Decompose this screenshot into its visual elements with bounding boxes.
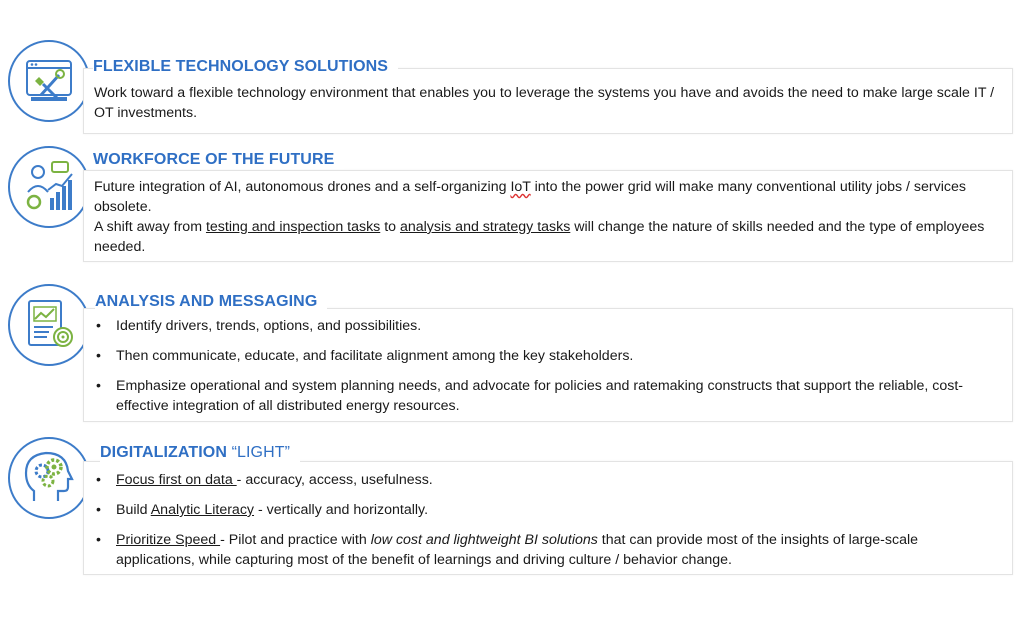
section-box-analysis xyxy=(83,308,1013,422)
section-title-analysis: ANALYSIS AND MESSAGING xyxy=(95,293,327,311)
list-item: • Then communicate, educate, and facilitate alignment among the key stakeholders. xyxy=(90,346,995,366)
section-title-workforce: WORKFORCE OF THE FUTURE xyxy=(93,151,344,169)
list-item: • Focus first on data - accuracy, access, usefulness. xyxy=(90,470,995,490)
section-box-digitalization xyxy=(83,461,1013,575)
head-gears-icon xyxy=(8,437,90,519)
list-item: • Build Analytic Literacy - vertically and horizontally. xyxy=(90,500,995,520)
list-item: • Prioritize Speed - Pilot and practice with low cost and lightweight BI solutions that can provide most of the insights of large-scale applications, while capturing most of the benefit of learnings and driving culture / behavior change. xyxy=(90,530,995,570)
section-title-flexible: FLEXIBLE TECHNOLOGY SOLUTIONS xyxy=(93,58,398,76)
workforce-paragraph-1: Future integration of AI, autonomous drones and a self-organizing IoT into the power grid will make many conventional utility jobs / services obsolete. xyxy=(94,179,966,215)
digitalization-bullet-list xyxy=(90,470,995,570)
workforce-paragraph-2: A shift away from testing and inspection tasks to analysis and strategy tasks will change the nature of skills needed and the type of employees needed. xyxy=(94,219,985,255)
section-text: Work toward a flexible technology environment that enables you to leverage the systems you have and avoids the need to make large scale IT / OT investments. xyxy=(94,85,995,121)
report-target-icon xyxy=(8,284,90,366)
list-item: • Emphasize operational and system planning needs, and advocate for policies and ratemaking constructs that support the reliable, cost-effective integration of all distributed energy resources. xyxy=(90,376,995,416)
software-tools-icon xyxy=(8,40,90,122)
section-title-digitalization: DIGITALIZATION “LIGHT” xyxy=(100,444,300,462)
iot-term: IoT xyxy=(510,179,531,195)
section-box-workforce xyxy=(83,170,1013,262)
list-item: • Identify drivers, trends, options, and possibilities. xyxy=(90,316,995,336)
analysis-bullet-list xyxy=(90,316,995,416)
worker-analytics-icon xyxy=(8,146,90,228)
section-box-flexible xyxy=(83,68,1013,134)
